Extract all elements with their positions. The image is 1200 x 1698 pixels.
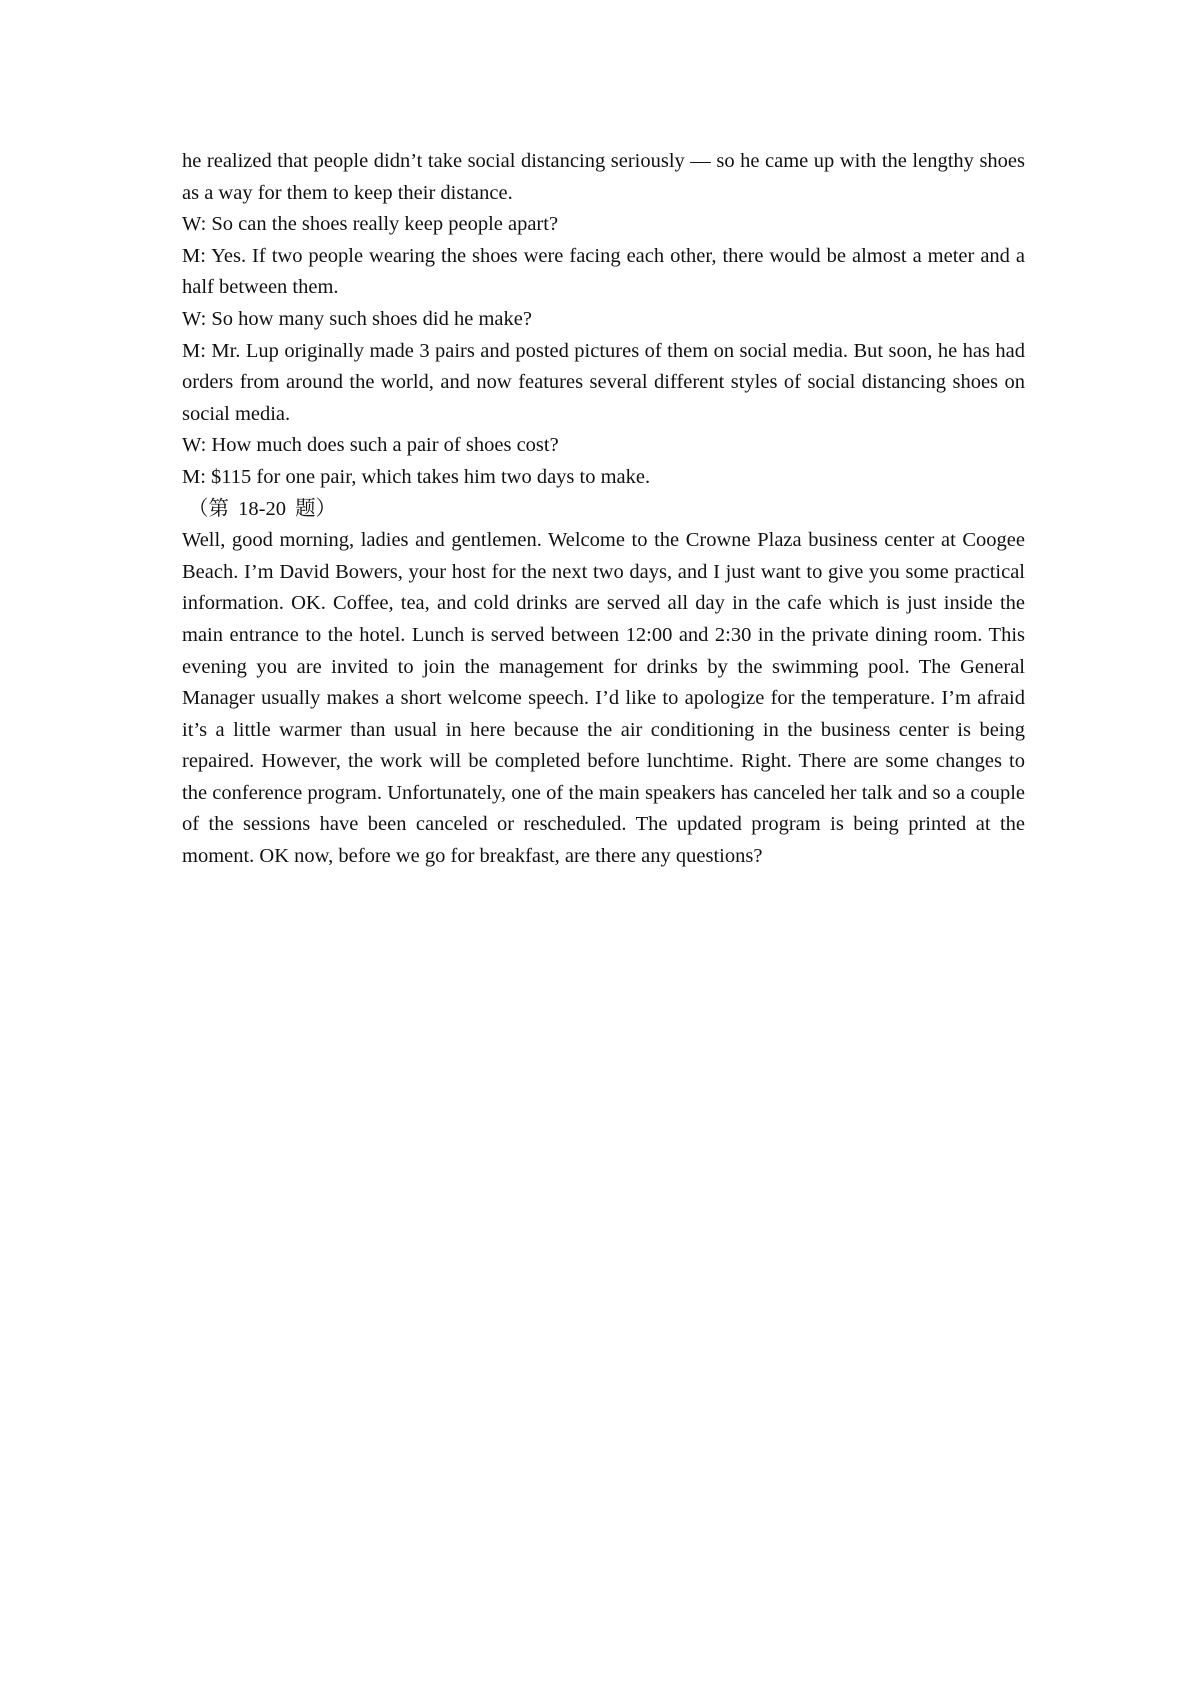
document-page (182, 146, 1025, 873)
section-label: （第 18-20 题） (188, 497, 337, 520)
dialogue-line-woman: W: So can the shoes really keep people apart? (182, 213, 559, 236)
paragraph-narration: he realized that people didn’t take social distancing seriously — so he came up with the lengthy shoes as a way for them to keep their distance. (182, 150, 1025, 204)
dialogue-line-man: M: Mr. Lup originally made 3 pairs and posted pictures of them on social media. But soon, he has had orders from around the world, and now features several different styles of social distancing shoes on social media. (182, 339, 1025, 425)
dialogue-line-man: M: $115 for one pair, which takes him two days to make. (182, 465, 651, 488)
dialogue-line-man: M: Yes. If two people wearing the shoes were facing each other, there would be almost a meter and a half between them. (182, 244, 1025, 299)
monologue-paragraph: Well, good morning, ladies and gentlemen. Welcome to the Crowne Plaza business center at Coogee Beach. I’m David Bowers, your host for the next two days, and I just want to give you some practical information. OK. Coffee, tea, and cold drinks are served all day in the cafe which is just inside the main entrance to the hotel. Lunch is served between 12:00 and 2:30 in the private dining room. This evening you are invited to join the management for drinks by the swimming pool. The General Manager usually makes a short welcome speech. I’d like to apologize for the temperature. I’m afraid it’s a little warmer than usual in here because the air conditioning in the business center is being repaired. However, the work will be completed before lunchtime. Right. There are some changes to the conference program. Unfortunately, one of the main speakers has canceled her talk and so a couple of the sessions have been canceled or rescheduled. The updated program is being printed at the moment. OK now, before we go for breakfast, are there any questions? (182, 529, 1025, 868)
dialogue-line-woman: W: How much does such a pair of shoes cost? (182, 434, 559, 457)
dialogue-line-woman: W: So how many such shoes did he make? (182, 307, 532, 330)
